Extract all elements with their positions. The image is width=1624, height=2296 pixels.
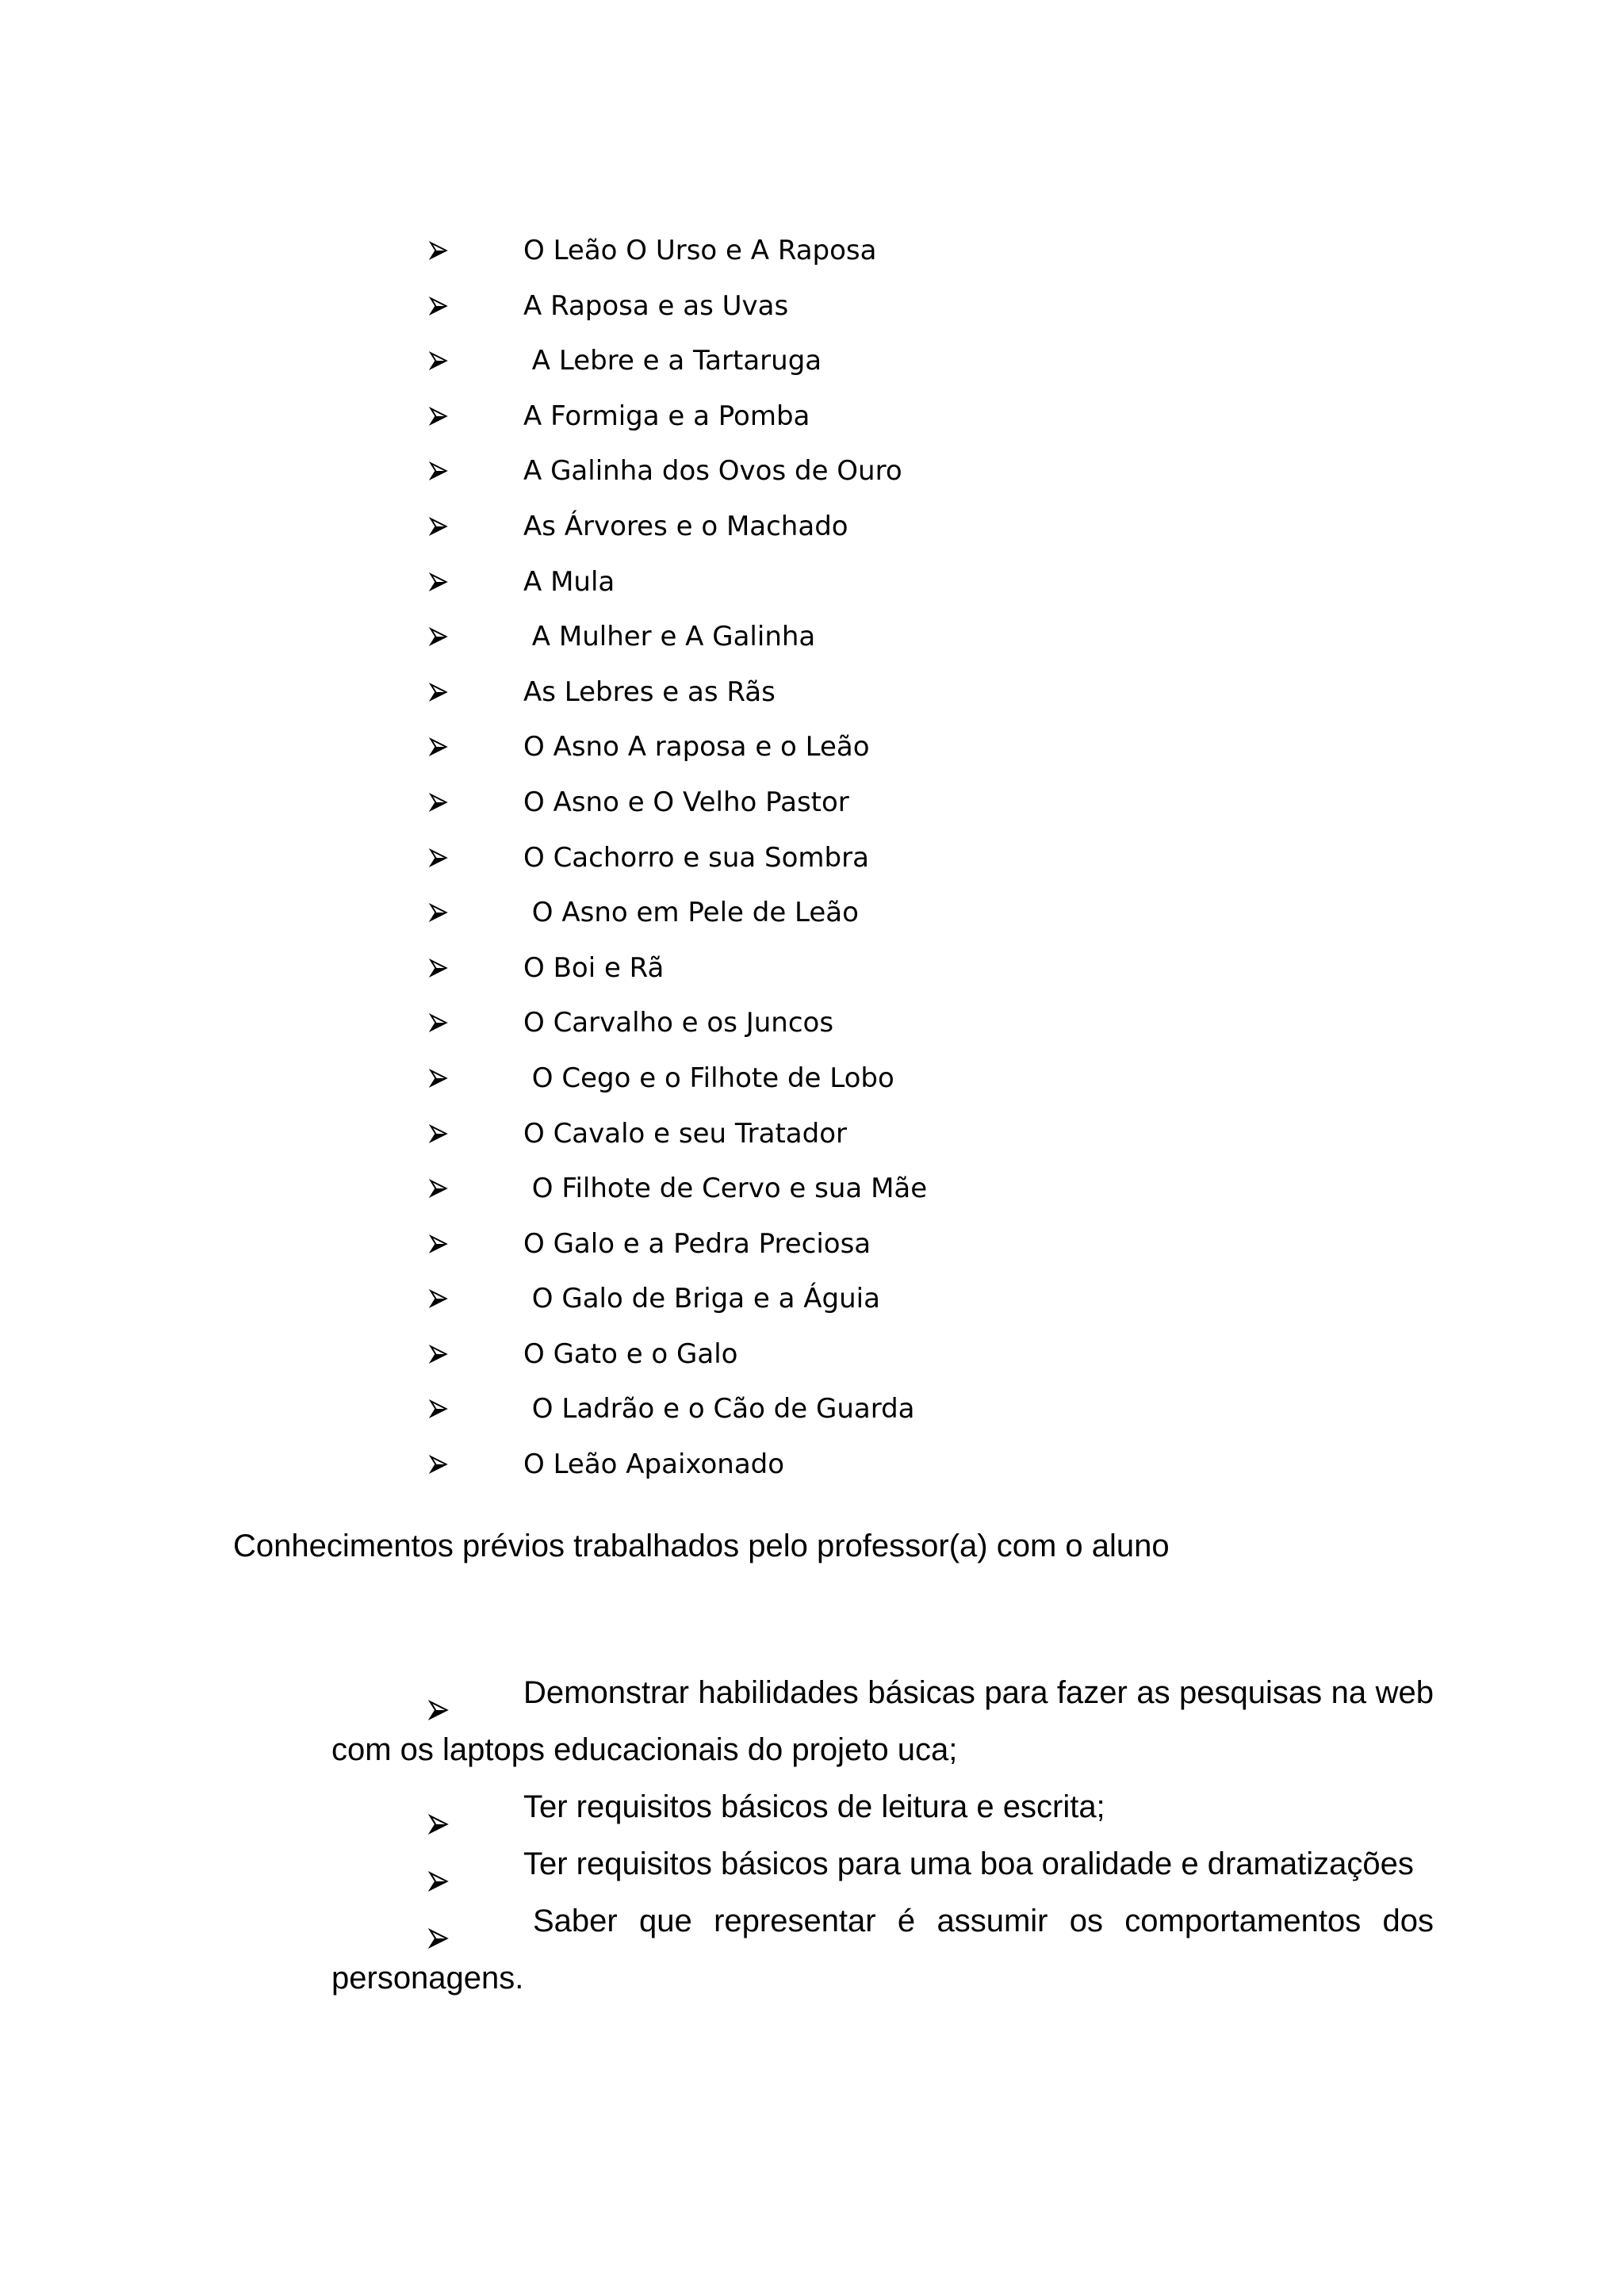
fable-title: A Mulher e A Galinha — [523, 621, 816, 653]
arrowhead-bullet-icon — [427, 1387, 450, 1431]
fable-list-item — [427, 449, 1299, 504]
fable-title: A Raposa e as Uvas — [523, 289, 789, 322]
prior-knowledge-item — [331, 1778, 1434, 1835]
fable-title: O Gato e o Galo — [523, 1337, 738, 1370]
fable-list-item — [427, 1276, 1299, 1332]
arrowhead-bullet-icon — [427, 725, 450, 769]
prior-knowledge-item — [331, 1835, 1434, 1892]
arrowhead-bullet-icon — [427, 1001, 450, 1045]
fable-list-item — [427, 725, 1299, 780]
prior-knowledge-text: Ter requisitos básicos para uma boa oralidade e dramatizações — [523, 1846, 1414, 1881]
arrowhead-bullet-icon — [427, 1442, 450, 1487]
fable-title: O Ladrão e o Cão de Guarda — [523, 1393, 915, 1425]
arrowhead-bullet-icon — [427, 449, 450, 493]
arrowhead-bullet-icon — [427, 284, 450, 328]
fable-title: O Asno A raposa e o Leão — [523, 731, 870, 763]
arrowhead-bullet-icon — [427, 946, 450, 990]
fable-title: O Cachorro e sua Sombra — [523, 841, 869, 874]
arrowhead-bullet-icon — [427, 228, 450, 273]
fable-title: A Lebre e a Tartaruga — [523, 345, 822, 377]
fable-list-item — [427, 284, 1299, 339]
fable-list-item — [427, 504, 1299, 560]
fable-title: O Cavalo e seu Tratador — [523, 1117, 847, 1150]
fable-list-item — [427, 670, 1299, 725]
fable-title: O Filhote de Cervo e sua Mãe — [523, 1173, 928, 1205]
fable-list-item — [427, 1387, 1299, 1442]
fable-list-item — [427, 228, 1299, 284]
fable-list-item — [427, 339, 1299, 394]
fable-list-item — [427, 1222, 1299, 1277]
fable-list-item — [427, 1442, 1299, 1498]
fable-list-item — [427, 1056, 1299, 1112]
fable-title: O Cego e o Filhote de Lobo — [523, 1062, 894, 1094]
fable-list-item — [427, 780, 1299, 836]
arrowhead-bullet-icon — [427, 504, 450, 549]
arrowhead-bullet-icon — [427, 1332, 450, 1376]
arrowhead-bullet-icon — [427, 670, 450, 714]
fable-title: O Boi e Rã — [523, 951, 665, 984]
fable-title: O Asno e O Velho Pastor — [523, 786, 849, 818]
prior-knowledge-item — [331, 1664, 1434, 1778]
arrowhead-bullet-icon — [427, 394, 450, 438]
fable-list-item — [427, 946, 1299, 1001]
prior-knowledge-text: Ter requisitos básicos de leitura e escrita; — [523, 1789, 1105, 1824]
fable-list-item — [427, 890, 1299, 946]
fable-title: O Leão O Urso e A Raposa — [523, 235, 877, 266]
fable-list-item — [427, 560, 1299, 615]
arrowhead-bullet-icon — [427, 890, 450, 935]
arrowhead-bullet-icon — [427, 614, 450, 659]
arrowhead-bullet-icon — [427, 836, 450, 880]
fable-title: A Formiga e a Pomba — [523, 400, 810, 432]
fable-list-item — [427, 1332, 1299, 1387]
fable-title: A Mula — [523, 565, 615, 598]
arrowhead-bullet-icon — [427, 1112, 450, 1156]
fable-title: A Galinha dos Ovos de Ouro — [523, 455, 902, 488]
fable-title: O Asno em Pele de Leão — [523, 897, 859, 929]
arrowhead-bullet-icon — [428, 1910, 449, 1967]
fable-title: O Galo e a Pedra Preciosa — [523, 1227, 871, 1260]
fable-list-item — [427, 836, 1299, 891]
arrowhead-bullet-icon — [427, 1166, 450, 1211]
arrowhead-bullet-icon — [427, 780, 450, 825]
arrowhead-bullet-icon — [428, 1682, 449, 1739]
prior-knowledge-text: Saber que representar é assumir os comportamentos dos personagens. — [331, 1904, 1434, 1996]
arrowhead-bullet-icon — [427, 1276, 450, 1321]
prior-knowledge-list — [331, 1664, 1434, 2007]
section-heading: Conhecimentos prévios trabalhados pelo professor(a) com o aluno — [233, 1529, 1170, 1563]
fable-title: O Carvalho e os Juncos — [523, 1007, 834, 1039]
fable-list-item — [427, 1112, 1299, 1167]
fable-list-item — [427, 614, 1299, 670]
fable-list-item — [427, 1001, 1299, 1056]
prior-knowledge-text: Demonstrar habilidades básicas para fazer as pesquisas na web com os laptops educacionais do projeto uca; — [331, 1675, 1434, 1767]
fable-list — [427, 228, 1299, 1498]
fable-list-item — [427, 394, 1299, 450]
arrowhead-bullet-icon — [427, 1056, 450, 1100]
arrowhead-bullet-icon — [427, 339, 450, 383]
fable-title: O Galo de Briga e a Águia — [523, 1283, 880, 1315]
arrowhead-bullet-icon — [427, 560, 450, 604]
fable-title: As Árvores e o Machado — [523, 510, 848, 542]
fable-title: O Leão Apaixonado — [523, 1448, 785, 1481]
prior-knowledge-item — [331, 1892, 1434, 2007]
arrowhead-bullet-icon — [427, 1222, 450, 1266]
fable-list-item — [427, 1166, 1299, 1222]
fable-title: As Lebres e as Rãs — [523, 675, 776, 708]
